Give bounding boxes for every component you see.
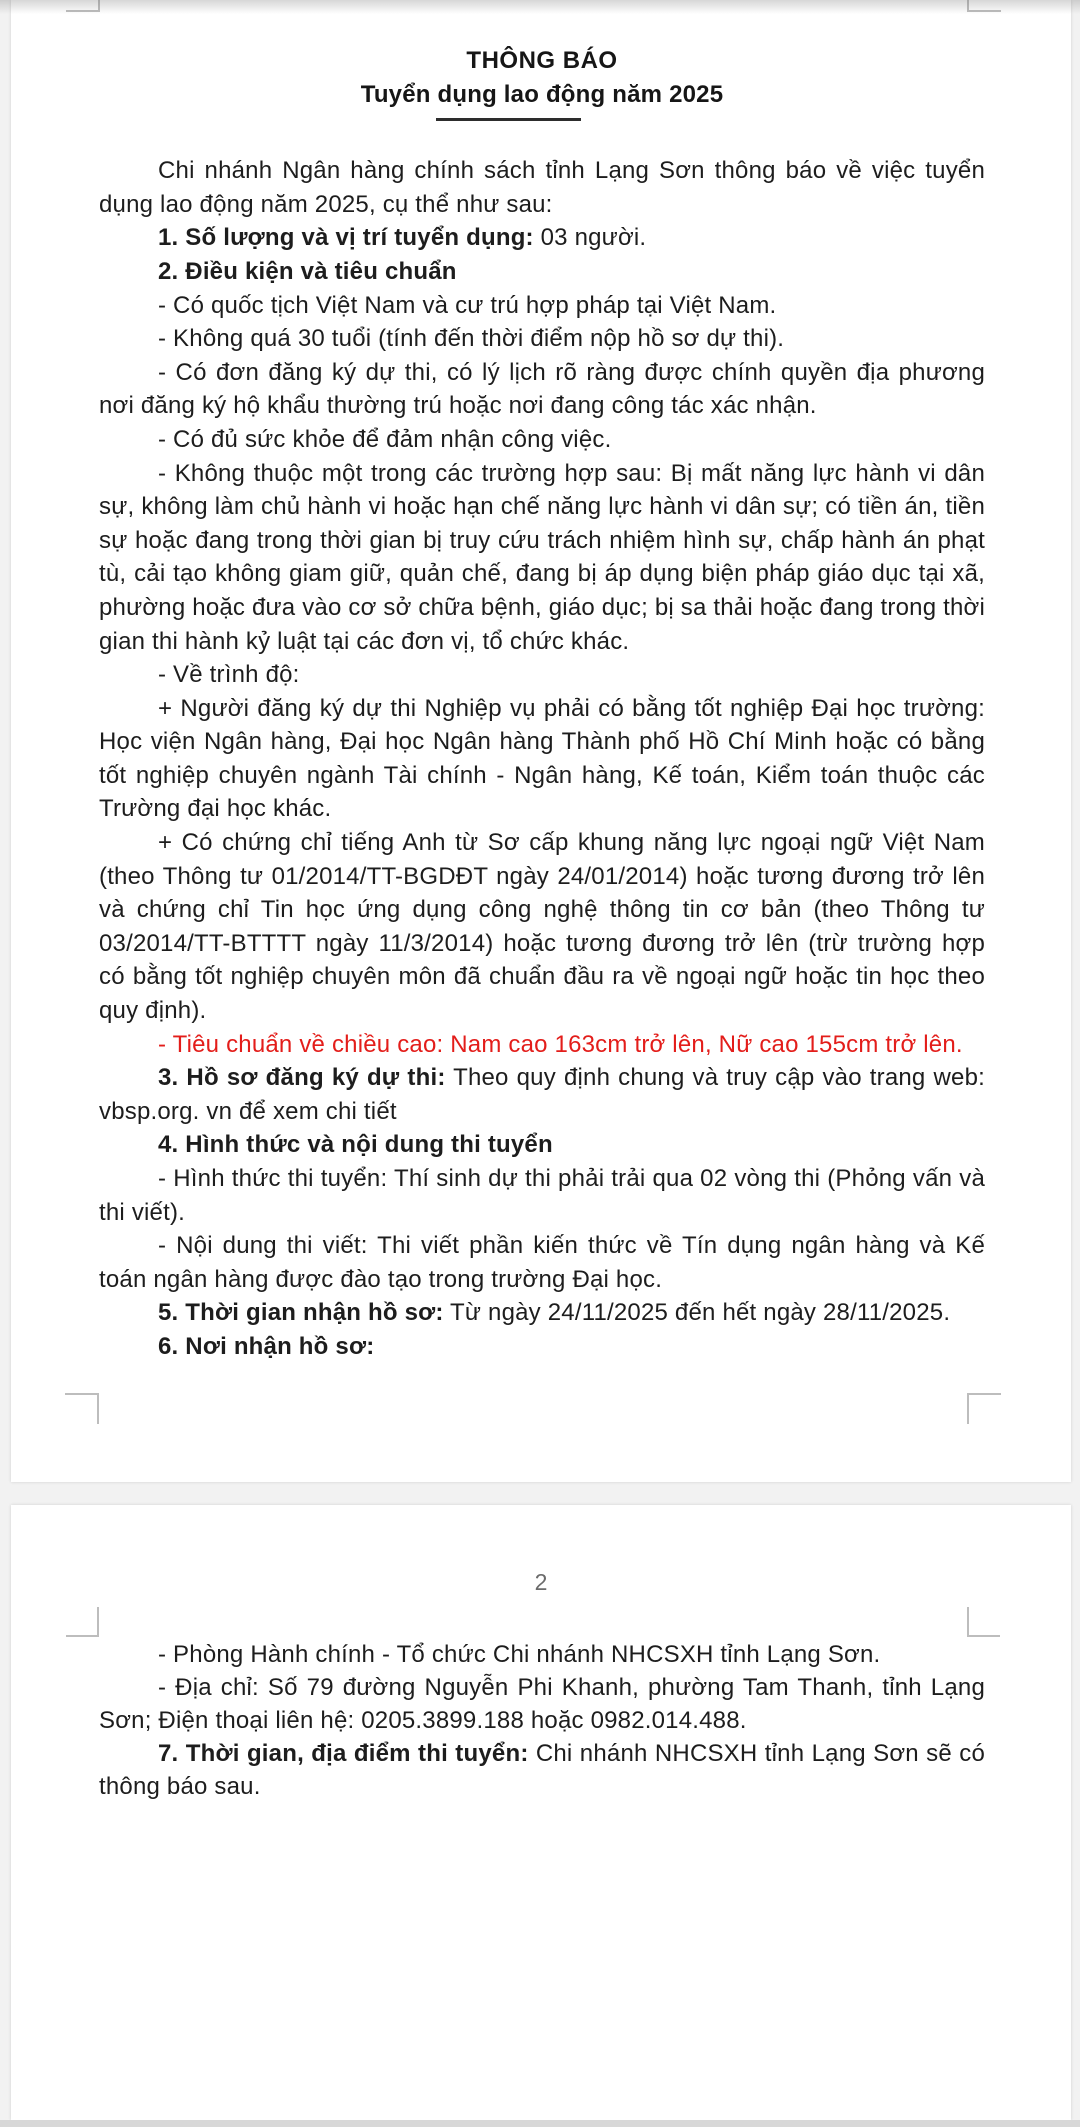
exam-format: - Hình thức thi tuyển: Thí sinh dự thi phải trải qua 02 vòng thi (Phỏng vấn và thi viết). <box>99 1165 985 1226</box>
qualification-degree: + Người đăng ký dự thi Nghiệp vụ phải có bằng tốt nghiệp Đại học trường: Học viện Ngân hàng, Đại học Ngân hàng Thành phố Hồ Chí Minh hoặc có bằng tốt nghiệp chuyên ngành Tài chính - Ngân hàng, Kế toán, Kiểm toán thuộc các Trường đại học khác. <box>99 694 985 823</box>
page-1-text-block <box>99 0 985 1364</box>
crop-mark-page1-bottom-right <box>967 1393 1001 1424</box>
section-6-heading: 6. Nơi nhận hồ sơ: <box>158 1332 375 1360</box>
intro-paragraph: Chi nhánh Ngân hàng chính sách tỉnh Lạng Sơn thông báo về việc tuyển dụng lao động năm 2025, cụ thể như sau: <box>99 157 985 218</box>
document-title: THÔNG BÁO <box>466 47 618 74</box>
condition-application: - Có đơn đăng ký dự thi, có lý lịch rõ ràng được chính quyền địa phương nơi đăng ký hộ khẩu thường trú hoặc nơi đang công tác xác nhận. <box>99 358 985 420</box>
crop-mark-page2-top-right <box>967 1607 1000 1637</box>
title-underline <box>436 118 581 121</box>
page-number: 2 <box>534 1569 548 1595</box>
document-page-1 <box>11 0 1071 1482</box>
qualification-certificates: + Có chứng chỉ tiếng Anh từ Sơ cấp khung năng lực ngoại ngữ Việt Nam (theo Thông tư 01/2014/TT-BGDĐT ngày 24/01/2014) hoặc tương đương trở lên và chứng chỉ Tin học ứng dụng công nghệ thông tin cơ bản (theo Thông tư 03/2014/TT-BTTTT ngày 11/3/2014) hoặc tương đương trở lên (trừ trường hợp có bằng tốt nghiệp chuyên môn đã chuẩn đầu ra về ngoại ngữ hoặc tin học theo quy định). <box>99 829 985 1025</box>
section-4-heading: 4. Hình thức và nội dung thi tuyển <box>158 1131 553 1159</box>
height-requirement-note: - Tiêu chuẩn về chiều cao: Nam cao 163cm trở lên, Nữ cao 155cm trở lên. <box>158 1030 963 1058</box>
condition-nationality: - Có quốc tịch Việt Nam và cư trú hợp pháp tại Việt Nam. <box>158 291 777 319</box>
crop-mark-page1-top-right <box>967 0 1001 12</box>
qualification-intro: - Về trình độ: <box>158 661 300 689</box>
condition-legal-status: - Không thuộc một trong các trường hợp sau: Bị mất năng lực hành vi dân sự, không làm chủ hành vi hoặc hạn chế năng lực hành vi dân sự; có tiền án, tiền sự hoặc đang trong thời gian bị truy cứu trách nhiệm hình sự, chấp hành án phạt tù, cải tạo không giam giữ, quản chế, đang bị áp dụng biện pháp giáo dục tại xã, phường hoặc đưa vào cơ sở chữa bệnh, giáo dục; bị sa thải hoặc đang trong thời gian thi hành kỷ luật tại các đơn vị, tổ chức khác. <box>99 459 985 655</box>
section-3-dossier: 3. Hồ sơ đăng ký dự thi: Theo quy định chung và truy cập vào trang web: vbsp.org. vn để xem chi tiết <box>99 1064 985 1125</box>
exam-content: - Nội dung thi viết: Thi viết phần kiến thức về Tín dụng ngân hàng và Kế toán ngân hàng được đào tạo trong trường Đại học. <box>99 1232 985 1293</box>
receiving-office: - Phòng Hành chính - Tổ chức Chi nhánh NHCSXH tỉnh Lạng Sơn. <box>158 1641 881 1668</box>
section-5-deadline: 5. Thời gian nhận hồ sơ: Từ ngày 24/11/2025 đến hết ngày 28/11/2025. <box>158 1299 951 1327</box>
condition-health: - Có đủ sức khỏe để đảm nhận công việc. <box>158 425 612 453</box>
crop-mark-page1-bottom-left <box>65 1393 99 1424</box>
page-2-text-block <box>99 1638 985 1803</box>
bottom-page-gap <box>0 2120 1080 2127</box>
condition-age: - Không quá 30 tuổi (tính đến thời điểm nộp hồ sơ dự thi). <box>158 325 785 353</box>
section-7-schedule: 7. Thời gian, địa điểm thi tuyển: Chi nhánh NHCSXH tỉnh Lạng Sơn sẽ có thông báo sau. <box>99 1740 985 1800</box>
document-subtitle: Tuyển dụng lao động năm 2025 <box>360 80 724 108</box>
crop-mark-page2-top-left <box>66 1607 99 1637</box>
section-2-heading: 2. Điều kiện và tiêu chuẩn <box>158 257 457 285</box>
document-page-2 <box>11 1505 1071 2120</box>
address-contact: - Địa chỉ: Số 79 đường Nguyễn Phi Khanh, phường Tam Thanh, tỉnh Lạng Sơn; Điện thoại liên hệ: 0205.3899.188 hoặc 0982.014.488. <box>99 1674 985 1734</box>
section-1-quantity: 1. Số lượng và vị trí tuyển dụng: 03 người. <box>158 224 647 252</box>
crop-mark-page1-top-left <box>66 0 100 12</box>
